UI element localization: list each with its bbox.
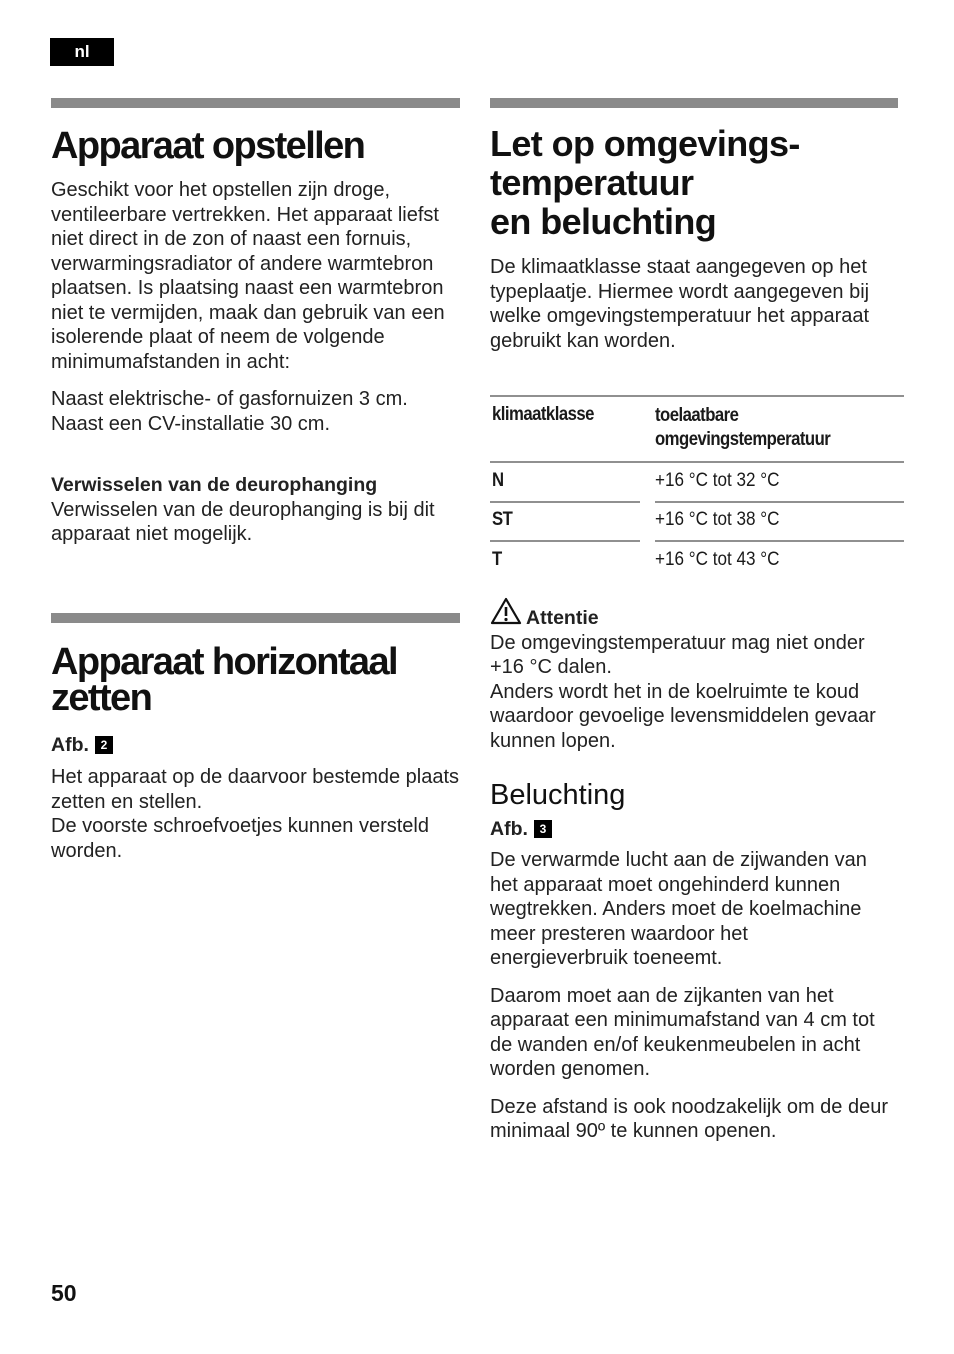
subheading-door-hinge: Verwisselen van de deurophanging [51,474,378,496]
row-class: N [492,470,504,491]
figure-label: Afb. [490,818,528,840]
title-line-1: Apparaat horizontaal [51,641,397,683]
title-line-1: Let op omgevings- [490,123,800,164]
header-temperature-line-1: toelaatbare [655,405,739,426]
section-omgevingstemperatuur [490,98,898,353]
figure-reference [490,817,898,841]
paragraph-door-hinge: Verwisselen van de deurophanging is bij dit apparaat niet mogelijk. [51,498,435,545]
row-temperature: +16 °C tot 43 °C [655,549,780,570]
paragraph-placement: Geschikt voor het opstellen zijn droge, ventileerbare vertrekken. Het apparaat liefst niet direct in de zon of naast een fornuis, verwarmingsradiator of andere warmtebron plaatsen. Is plaatsing naast een warmtebron niet te vermijden, maak dan gebruik van een isolerende plaat of neem de volgende minimumafstanden in acht: [51,179,445,373]
section-horizontaal [51,613,460,863]
section-divider-bar [490,98,898,108]
paragraph-ventilation-3: Deze afstand is ook noodzakelijk om de deur minimaal 90º te kunnen openen. [490,1095,889,1142]
figure-reference [51,733,460,757]
warning-label: Attentie [526,607,599,629]
row-class: ST [492,509,513,530]
row-temperature: +16 °C tot 32 °C [655,470,780,491]
section-title [490,124,898,241]
figure-number-badge: 2 [95,736,113,754]
section-title: Apparaat opstellen [51,125,365,167]
header-temperature-line-2: omgevingstemperatuur [655,429,831,450]
figure-label: Afb. [51,734,89,756]
section-title [51,641,460,719]
title-line-2: temperatuur [490,162,694,203]
subheading-beluchting: Beluchting [490,779,626,811]
title-line-2: zetten [51,677,152,719]
distance-gas-stove: Naast elektrische- of gasfornuizen 3 cm. [51,388,408,410]
page-number: 50 [51,1280,77,1306]
paragraph-ventilation-1: De verwarmde lucht aan de zijwanden van het apparaat moet ongehinderd kunnen wegtrekken. Anders moet de koelmachine meer presteren waardoor het energieverbruik toeneemt. [490,849,867,969]
warning-triangle-icon [490,597,522,625]
row-class: T [492,549,502,570]
warning-text-2: Anders wordt het in de koelruimte te koud waardoor gevoelige levensmiddelen gevaar kunnen lopen. [490,680,876,752]
row-temperature: +16 °C tot 38 °C [655,509,780,530]
section-divider-bar [51,613,460,623]
paragraph-ventilation-2: Daarom moet aan de zijkanten van het apparaat een minimumafstand van 4 cm tot de wanden en/of keukenmeubelen in acht worden genomen. [490,984,875,1080]
paragraph-leveling-2: De voorste schroefvoetjes kunnen versteld worden. [51,815,429,862]
distance-cv: Naast een CV-installatie 30 cm. [51,412,331,435]
section-attentie [490,592,898,1144]
section-divider-bar [51,98,460,108]
title-line-3: en beluchting [490,201,717,242]
header-klimaatklasse: klimaatklasse [492,404,594,425]
warning-heading [490,592,898,631]
paragraph-leveling-1: Het apparaat op de daarvoor bestemde plaats zetten en stellen. [51,766,460,813]
paragraph-climate-class: De klimaatklasse staat aangegeven op het typeplaatje. Hiermee wordt aangegeven bij welke omgevingstemperatuur het apparaat gebruikt kan worden. [490,256,870,352]
header-temperature [655,404,830,452]
warning-text-1: De omgevingstemperatuur mag niet onder +16 °C dalen. [490,631,865,678]
figure-number-badge: 3 [534,820,552,838]
language-tab: nl [50,38,114,66]
